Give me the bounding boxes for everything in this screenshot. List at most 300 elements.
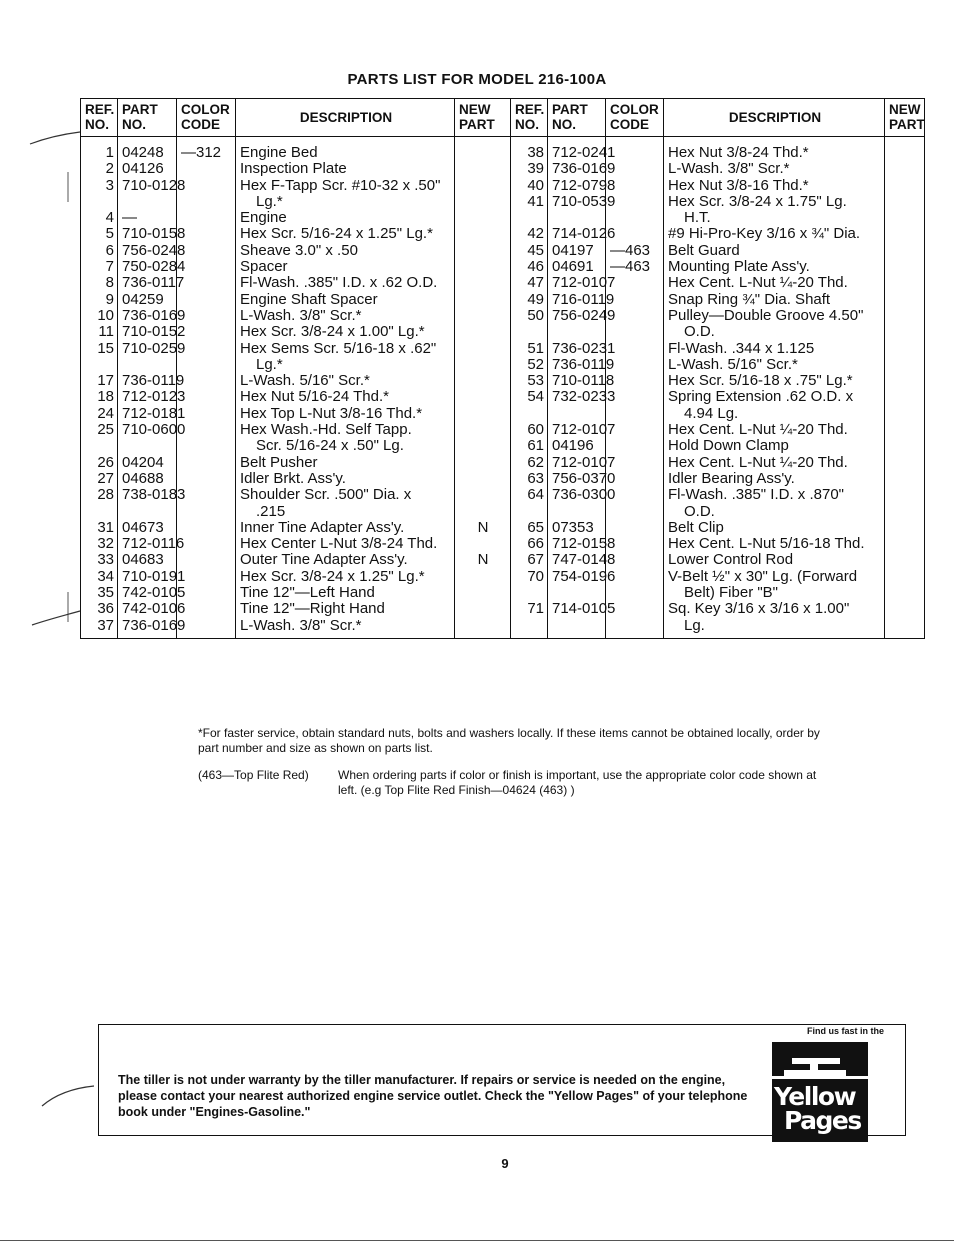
table-cell: 747-0148 — [552, 551, 616, 569]
table-cell — [181, 552, 232, 568]
table-cell: Engine Shaft Spacer — [240, 290, 378, 308]
table-cell: Hex Nut 3/8-24 Thd.* — [668, 144, 809, 161]
table-cell — [459, 308, 507, 324]
table-cell — [181, 324, 232, 340]
table-cell: 26 — [97, 453, 114, 471]
table-cell — [181, 194, 232, 210]
table-cell — [85, 194, 114, 210]
table-cell: 712-0107 — [552, 453, 616, 471]
table-cell: 67 — [527, 551, 544, 569]
table-cell — [610, 504, 660, 520]
table-cell: Hex Top L-Nut 3/8-16 Thd.* — [240, 404, 423, 422]
table-cell: 39 — [527, 160, 544, 178]
table-cell — [610, 275, 660, 291]
header-new-part: NEW PART — [455, 99, 511, 137]
table-cell: 712-0158 — [552, 535, 616, 553]
table-cell — [552, 585, 602, 601]
table-cell — [889, 275, 921, 291]
table-cell: Idler Brkt. Ass'y. — [240, 469, 346, 487]
right-description-column — [668, 145, 881, 634]
table-cell — [181, 601, 232, 617]
table-cell — [459, 275, 507, 291]
table-cell: Lg.* — [256, 192, 283, 210]
table-cell — [459, 569, 507, 585]
table-cell: Idler Bearing Ass'y. — [668, 469, 795, 487]
table-cell: Inner Tine Adapter Ass'y. — [240, 518, 405, 536]
table-cell: 712-0798 — [552, 176, 616, 194]
table-cell: 712-0116 — [122, 535, 185, 553]
header-new-part-right: NEW PART — [885, 99, 925, 137]
table-cell: 736-0117 — [122, 274, 185, 292]
table-cell: 25 — [97, 421, 114, 439]
table-cell: 712-0107 — [552, 421, 616, 439]
table-cell: 46 — [527, 258, 544, 276]
table-cell: 07353 — [552, 518, 594, 536]
table-cell: Fl-Wash. .385" I.D. x .870" — [668, 486, 844, 504]
table-cell — [552, 324, 602, 340]
table-cell — [459, 422, 507, 438]
table-cell: 756-0370 — [552, 469, 616, 487]
table-cell: 10 — [97, 306, 114, 324]
warranty-notice: The tiller is not under warranty by the tiller manufacturer. If repairs or service is needed on the engine, please contact your nearest authorized engine service outlet. Check the "Yellow Pages" of your telephone book under "Engines-Gasoline." — [118, 1073, 748, 1119]
table-cell: 716-0119 — [552, 290, 615, 308]
table-cell: N — [477, 518, 489, 536]
table-cell — [610, 210, 660, 226]
table-cell: 736-0119 — [122, 372, 185, 390]
table-cell — [610, 487, 660, 503]
table-cell — [459, 373, 507, 389]
table-cell — [889, 536, 921, 552]
table-cell: 732-0233 — [552, 388, 616, 406]
table-cell: 754-0196 — [552, 567, 616, 585]
table-cell: 37 — [97, 616, 114, 634]
table-cell: Engine Bed — [240, 144, 318, 161]
table-cell: 4 — [105, 209, 114, 227]
left-ref-column — [85, 145, 114, 634]
yellow-pages-logo — [770, 1040, 870, 1144]
table-cell: 61 — [527, 437, 544, 455]
table-cell — [459, 487, 507, 503]
left-color-column — [181, 145, 232, 634]
table-cell: O.D. — [684, 323, 715, 341]
logo-word-pages: Pages — [784, 1106, 861, 1135]
table-cell: 738-0183 — [122, 486, 186, 504]
table-cell — [181, 178, 232, 194]
table-cell — [610, 145, 660, 161]
table-cell: 11 — [98, 323, 114, 341]
table-cell: 04126 — [122, 160, 164, 178]
table-cell — [610, 406, 660, 422]
table-cell — [459, 243, 507, 259]
table-cell: 742-0105 — [122, 584, 186, 602]
table-cell: 712-0181 — [122, 404, 186, 422]
table-cell: 34 — [97, 567, 114, 585]
table-cell: Snap Ring ¾" Dia. Shaft — [668, 290, 831, 308]
warranty-margin-mark — [40, 1080, 98, 1110]
table-cell — [889, 618, 921, 634]
table-cell: 36 — [97, 600, 114, 618]
table-cell: 710-0128 — [122, 176, 186, 194]
table-cell: 710-0191 — [122, 567, 186, 585]
table-cell: L-Wash. 3/8" Scr.* — [668, 160, 790, 178]
left-part-column — [122, 144, 186, 634]
color-code-instructions: When ordering parts if color or finish is important, use the appropriate color code shown at left. (e.g Top Flite Red Finish—04624 (463) ) — [338, 768, 817, 797]
table-cell: Sq. Key 3/16 x 3/16 x 1.00" — [668, 600, 850, 618]
table-cell: 40 — [527, 176, 544, 194]
table-cell — [459, 438, 507, 454]
table-cell — [552, 618, 602, 634]
bottom-rule — [0, 1240, 954, 1241]
table-cell: 736-0231 — [552, 339, 616, 357]
table-cell: Hex Nut 3/8-16 Thd.* — [668, 176, 809, 194]
table-cell — [610, 373, 660, 389]
table-cell — [85, 504, 114, 520]
table-cell: Hex Cent. L-Nut ¼-20 Thd. — [668, 421, 848, 439]
table-cell: Belt) Fiber "B" — [684, 584, 779, 602]
table-cell — [122, 357, 173, 373]
header-color-code-right: COLOR CODE — [606, 99, 664, 137]
page-number: 9 — [501, 1156, 509, 1171]
table-cell — [515, 618, 544, 634]
table-cell — [181, 520, 232, 536]
table-cell — [181, 504, 232, 520]
table-cell: — — [122, 209, 137, 227]
table-cell — [610, 308, 660, 324]
table-cell: Hex Scr. 3/8-24 x 1.25" Lg.* — [240, 567, 425, 585]
table-cell — [181, 471, 232, 487]
table-cell: 42 — [527, 225, 544, 243]
table-cell — [515, 585, 544, 601]
table-cell — [889, 341, 921, 357]
table-cell — [181, 438, 232, 454]
table-cell: 712-0241 — [552, 144, 616, 161]
table-cell — [181, 308, 232, 324]
parts-table — [80, 98, 925, 639]
table-cell: 04683 — [122, 551, 164, 569]
logo-word-yellow: Yellow — [774, 1082, 856, 1111]
table-cell — [889, 259, 921, 275]
table-cell: 710-0158 — [122, 225, 186, 243]
table-cell — [181, 341, 232, 357]
table-cell: H.T. — [684, 209, 711, 227]
table-cell: 04673 — [122, 518, 164, 536]
right-color-column — [610, 145, 660, 634]
table-cell: Belt Clip — [668, 518, 724, 536]
table-cell — [552, 210, 602, 226]
table-cell — [515, 504, 544, 520]
table-cell: Engine — [240, 209, 287, 227]
table-cell: Pulley—Double Groove 4.50" — [668, 306, 864, 324]
table-cell: Hex Cent. L-Nut 5/16-18 Thd. — [668, 535, 865, 553]
table-cell — [889, 455, 921, 471]
table-cell — [889, 569, 921, 585]
table-cell: 66 — [527, 535, 544, 553]
table-cell — [610, 178, 660, 194]
table-cell — [889, 308, 921, 324]
table-cell — [181, 292, 232, 308]
table-cell: N — [477, 551, 489, 569]
table-cell: Hex Scr. 5/16-18 x .75" Lg.* — [668, 372, 853, 390]
table-cell: 04688 — [122, 469, 164, 487]
table-cell — [610, 536, 660, 552]
right-ref-column — [515, 145, 544, 634]
table-cell: Hex Cent. L-Nut ¼-20 Thd. — [668, 453, 848, 471]
table-cell — [181, 487, 232, 503]
table-cell: Hex Scr. 3/8-24 x 1.75" Lg. — [668, 192, 847, 210]
table-cell — [181, 455, 232, 471]
table-cell: 736-0169 — [122, 616, 186, 634]
table-cell: Fl-Wash. .344 x 1.125 — [668, 339, 815, 357]
table-cell: 8 — [105, 274, 114, 292]
table-cell: 04197 — [552, 241, 594, 259]
table-cell: Mounting Plate Ass'y. — [668, 258, 810, 276]
table-cell — [610, 226, 660, 242]
table-cell — [610, 341, 660, 357]
table-cell: V-Belt ½" x 30" Lg. (Forward — [668, 567, 858, 585]
table-cell: —463 — [610, 258, 651, 276]
table-cell — [889, 552, 921, 568]
table-cell: Sheave 3.0" x .50 — [240, 241, 358, 259]
table-cell: Hex Nut 5/16-24 Thd.* — [240, 388, 389, 406]
table-cell: —312 — [181, 144, 222, 161]
header-ref-no: REF. NO. — [81, 99, 118, 137]
table-cell: 24 — [97, 404, 114, 422]
table-cell — [459, 292, 507, 308]
table-cell: 710-0539 — [552, 192, 616, 210]
table-cell: 710-0259 — [122, 339, 186, 357]
table-cell: 710-0118 — [552, 372, 615, 390]
table-cell — [552, 504, 602, 520]
table-cell — [459, 618, 507, 634]
table-cell: O.D. — [684, 502, 715, 520]
table-cell — [181, 226, 232, 242]
table-cell — [889, 357, 921, 373]
table-cell: 4.94 Lg. — [684, 404, 739, 422]
table-cell: Lg.* — [256, 355, 283, 373]
table-cell — [889, 292, 921, 308]
table-cell — [889, 438, 921, 454]
table-cell: 54 — [527, 388, 544, 406]
table-cell: Spring Extension .62 O.D. x — [668, 388, 854, 406]
header-description: DESCRIPTION — [236, 99, 455, 137]
table-cell: 70 — [527, 567, 544, 585]
table-cell: 714-0126 — [552, 225, 616, 243]
table-cell — [889, 145, 921, 161]
margin-arrow-mark — [28, 118, 84, 148]
table-cell — [122, 194, 173, 210]
table-cell — [459, 406, 507, 422]
table-cell — [122, 504, 173, 520]
table-cell — [889, 194, 921, 210]
table-cell: Scr. 5/16-24 x .50" Lg. — [256, 437, 404, 455]
table-cell: 736-0169 — [122, 306, 186, 324]
table-cell: 49 — [527, 290, 544, 308]
table-cell — [889, 406, 921, 422]
table-cell: Tine 12"—Right Hand — [240, 600, 385, 618]
table-cell — [122, 438, 173, 454]
table-cell — [889, 601, 921, 617]
table-cell — [610, 422, 660, 438]
table-cell: L-Wash. 5/16" Scr.* — [240, 372, 370, 390]
fastener-note: *For faster service, obtain standard nuts, bolts and washers locally. If these items cannot be obtained locally, order by part number and size as shown on parts list. — [198, 726, 820, 755]
header-ref-no-right: REF. NO. — [511, 99, 548, 137]
table-cell — [610, 194, 660, 210]
table-cell — [889, 373, 921, 389]
table-cell: 38 — [527, 144, 544, 161]
table-cell: 5 — [105, 225, 114, 243]
table-cell — [459, 389, 507, 405]
table-cell — [610, 357, 660, 373]
table-cell — [889, 324, 921, 340]
table-cell — [181, 161, 232, 177]
table-cell: Hex Scr. 5/16-24 x 1.25" Lg.* — [240, 225, 433, 243]
header-row — [81, 99, 925, 137]
table-cell: 3 — [105, 176, 114, 194]
table-cell: #9 Hi-Pro-Key 3/16 x ¾" Dia. — [668, 225, 861, 243]
table-cell — [181, 536, 232, 552]
table-cell: 736-0300 — [552, 486, 616, 504]
table-cell: 51 — [527, 339, 544, 357]
table-cell: Tine 12"—Left Hand — [240, 584, 375, 602]
table-cell — [889, 471, 921, 487]
table-cell: L-Wash. 5/16" Scr.* — [668, 355, 798, 373]
table-cell: 15 — [97, 339, 114, 357]
color-code-note — [198, 768, 838, 797]
table-cell: 65 — [527, 518, 544, 536]
table-cell — [610, 161, 660, 177]
table-cell — [181, 585, 232, 601]
table-cell — [889, 504, 921, 520]
table-cell: 756-0249 — [552, 306, 616, 324]
table-cell: 31 — [97, 518, 114, 536]
table-cell — [889, 585, 921, 601]
table-cell — [515, 210, 544, 226]
page-title: PARTS LIST FOR MODEL 216-100A — [347, 71, 607, 88]
table-cell — [85, 357, 114, 373]
table-cell: 62 — [527, 453, 544, 471]
parts-body-row — [81, 137, 925, 639]
table-cell: 04204 — [122, 453, 164, 471]
left-new-part-column — [459, 145, 507, 634]
table-cell: 04259 — [122, 290, 164, 308]
table-cell: 71 — [527, 600, 544, 618]
table-cell — [181, 259, 232, 275]
margin-tick-mark — [30, 605, 82, 629]
table-cell — [889, 178, 921, 194]
header-part-no-right: PART NO. — [548, 99, 606, 137]
table-cell: 04691 — [552, 258, 594, 276]
table-cell: Hex Scr. 3/8-24 x 1.00" Lg.* — [240, 323, 425, 341]
table-cell: L-Wash. 3/8" Scr.* — [240, 616, 362, 634]
table-cell: Hex F-Tapp Scr. #10-32 x .50" — [240, 176, 441, 194]
table-cell: 18 — [97, 388, 114, 406]
table-cell: 35 — [97, 584, 114, 602]
table-cell — [889, 487, 921, 503]
table-cell — [181, 210, 232, 226]
table-cell: 742-0106 — [122, 600, 186, 618]
table-cell: 710-0152 — [122, 323, 186, 341]
table-cell — [610, 618, 660, 634]
table-cell — [889, 243, 921, 259]
header-part-no: PART NO. — [118, 99, 177, 137]
table-cell: 32 — [97, 535, 114, 553]
table-cell: 750-0284 — [122, 258, 186, 276]
table-cell — [181, 406, 232, 422]
table-cell — [889, 422, 921, 438]
table-cell — [459, 601, 507, 617]
table-cell: 41 — [527, 192, 544, 210]
table-cell: 1 — [105, 144, 114, 161]
table-cell — [459, 471, 507, 487]
table-cell: Hold Down Clamp — [668, 437, 789, 455]
table-cell: 712-0107 — [552, 274, 616, 292]
table-cell: .215 — [256, 502, 286, 520]
table-cell: Outer Tine Adapter Ass'y. — [240, 551, 408, 569]
table-cell — [610, 438, 660, 454]
table-cell: Spacer — [240, 258, 288, 276]
table-cell: Inspection Plate — [240, 160, 347, 178]
table-cell — [515, 324, 544, 340]
table-cell: Hex Center L-Nut 3/8-24 Thd. — [240, 535, 438, 553]
table-cell — [610, 324, 660, 340]
table-cell: Lg. — [684, 616, 705, 634]
table-cell: Belt Guard — [668, 241, 740, 259]
table-cell: Hex Wash.-Hd. Self Tapp. — [240, 421, 412, 439]
left-description-column — [240, 145, 451, 634]
table-cell: 27 — [97, 469, 114, 487]
table-cell — [515, 406, 544, 422]
table-cell: 28 — [97, 486, 114, 504]
table-cell: 64 — [527, 486, 544, 504]
table-cell — [181, 569, 232, 585]
table-cell — [610, 292, 660, 308]
table-cell: 17 — [97, 372, 114, 390]
table-cell — [552, 406, 602, 422]
table-cell: 712-0123 — [122, 388, 186, 406]
table-cell: 714-0105 — [552, 600, 616, 618]
table-cell: Lower Control Rod — [668, 551, 794, 569]
table-cell: Belt Pusher — [240, 453, 318, 471]
table-cell: 53 — [527, 372, 544, 390]
table-cell — [459, 259, 507, 275]
right-new-part-column — [889, 145, 921, 634]
table-cell — [181, 373, 232, 389]
right-part-column — [552, 144, 616, 634]
table-cell — [610, 471, 660, 487]
table-cell — [459, 536, 507, 552]
table-cell: 736-0119 — [552, 355, 615, 373]
table-cell — [610, 601, 660, 617]
table-cell — [459, 357, 507, 373]
table-cell — [610, 520, 660, 536]
table-cell — [459, 324, 507, 340]
table-cell — [181, 275, 232, 291]
table-cell — [459, 226, 507, 242]
table-cell: 52 — [527, 355, 544, 373]
table-cell: Shoulder Scr. .500" Dia. x — [240, 486, 412, 504]
table-cell — [889, 210, 921, 226]
table-cell: 04196 — [552, 437, 594, 455]
table-cell — [85, 438, 114, 454]
table-cell: Hex Sems Scr. 5/16-18 x .62" — [240, 339, 437, 357]
table-cell — [181, 243, 232, 259]
table-cell: 60 — [527, 421, 544, 439]
margin-bracket-mark — [60, 172, 72, 632]
table-cell — [459, 161, 507, 177]
table-cell — [181, 618, 232, 634]
table-cell — [459, 210, 507, 226]
table-cell: 47 — [527, 274, 544, 292]
